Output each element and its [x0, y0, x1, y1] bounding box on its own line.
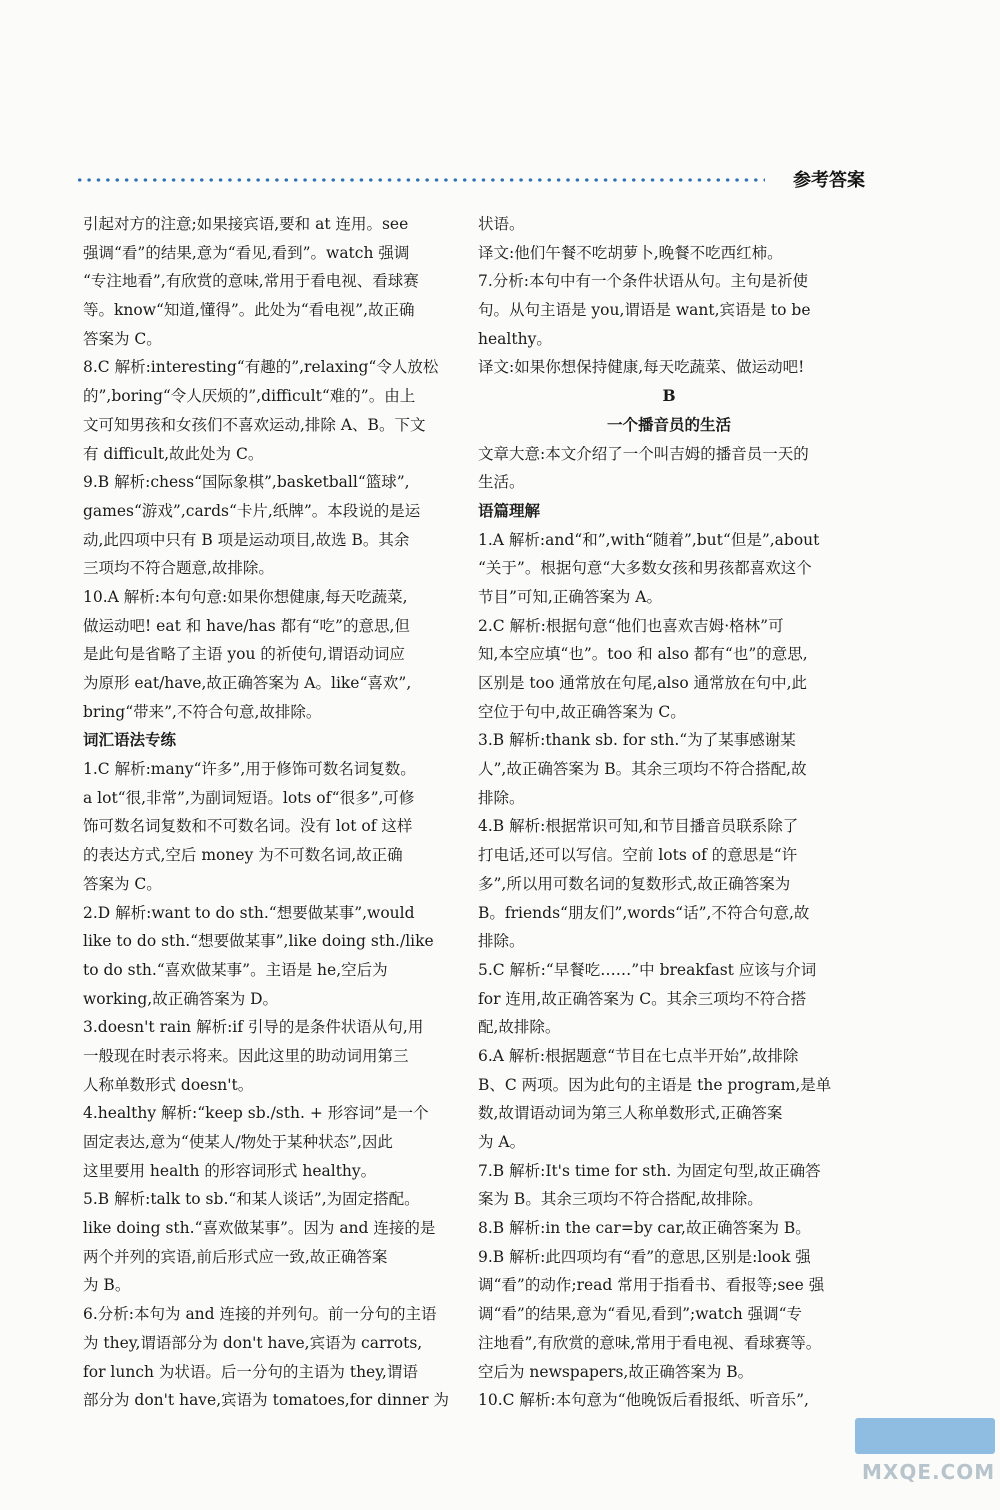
text-line: 空后为 newspapers,故正确答案为 B。 — [478, 1362, 754, 1381]
text-line: B。friends“朋友们”,words“话”,不符合句意,故 — [478, 903, 810, 922]
text-line: 数,故谓语动词为第三人称单数形式,正确答案 — [478, 1104, 783, 1123]
text-line: 调“看”的动作;read 常用于指看书、看报等;see 强 — [478, 1276, 825, 1295]
text-line: 8.C 解析:interesting“有趣的”,relaxing“令人放松 — [83, 358, 439, 377]
text-line: a lot“很,非常”,为副词短语。lots of“很多”,可修 — [83, 788, 415, 807]
text-line: 7.B 解析:It's time for sth. 为固定句型,故正确答 — [478, 1161, 821, 1180]
corner-stamp — [855, 1418, 995, 1454]
text-line: 状语。 — [478, 215, 525, 233]
text-line: 做运动吧! eat 和 have/has 都有“吃”的意思,但 — [83, 616, 410, 635]
text-line: 有 difficult,故此处为 C。 — [83, 444, 264, 463]
text-line: 3.B 解析:thank sb. for sth.“为了某事感谢某 — [478, 731, 796, 750]
text-line: 知,本空应填“也”。too 和 also 都有“也”的意思, — [478, 645, 808, 664]
text-line: 文可知男孩和女孩们不喜欢运动,排除 A、B。下文 — [83, 415, 426, 434]
text-line: 6.A 解析:根据题意“节目在七点半开始”,故排除 — [478, 1046, 799, 1065]
dotted-rule — [75, 178, 765, 182]
text-line: 10.C 解析:本句意为“他晚饭后看报纸、听音乐”, — [478, 1391, 809, 1410]
text-line: like to do sth.“想要做某事”,like doing sth./like — [83, 932, 434, 951]
text-line: 4.healthy 解析:“keep sb./sth. + 形容词”是一个 — [83, 1104, 429, 1123]
text-line: “专注地看”,有欣赏的意味,常用于看电视、看球赛 — [83, 272, 419, 291]
text-line: 多”,所以用可数名词的复数形式,故正确答案为 — [478, 874, 791, 893]
text-line: 6.分析:本句为 and 连接的并列句。前一分句的主语 — [83, 1305, 437, 1324]
text-line: 两个并列的宾语,前后形式应一致,故正确答案 — [83, 1247, 388, 1266]
text-line: 译文:他们午餐不吃胡萝卜,晚餐不吃西红柿。 — [478, 243, 783, 262]
text-line: 为 they,谓语部分为 don't have,宾语为 carrots, — [83, 1333, 423, 1352]
text-line: 强调“看”的结果,意为“看见,看到”。watch 强调 — [83, 243, 410, 262]
text-line: 等。know“知道,懂得”。此处为“看电视”,故正确 — [83, 301, 415, 320]
text-line: 1.A 解析:and“和”,with“随着”,but“但是”,about — [478, 530, 820, 549]
text-line: 配,故排除。 — [478, 1018, 561, 1037]
text-line: 7.分析:本句中有一个条件状语从句。主句是祈使 — [478, 272, 809, 291]
text-line: 8.B 解析:in the car=by car,故正确答案为 B。 — [478, 1219, 811, 1238]
left-column — [83, 210, 455, 1415]
text-line: 三项均不符合题意,故排除。 — [83, 559, 274, 578]
text-line: 一个播音员的生活 — [606, 414, 731, 434]
text-line: 2.D 解析:want to do sth.“想要做某事”,would — [83, 903, 415, 922]
text-line: 饰可数名词复数和不可数名词。没有 lot of 这样 — [83, 817, 413, 836]
text-line: 区别是 too 通常放在句尾,also 通常放在句中,此 — [478, 674, 808, 692]
text-line: 引起对方的注意;如果接宾语,要和 at 连用。see — [83, 215, 409, 233]
text-line: 答案为 C。 — [83, 874, 162, 893]
text-line: 为 B。 — [83, 1276, 131, 1295]
text-line: 部分为 don't have,宾语为 tomatoes,for dinner 为 — [83, 1391, 449, 1410]
text-line: 人称单数形式 doesn't。 — [83, 1075, 254, 1094]
text-line: 案为 B。其余三项均不符合搭配,故排除。 — [478, 1190, 763, 1209]
text-line: B、C 两项。因为此句的主语是 the program,是单 — [478, 1075, 832, 1094]
text-line: 空位于句中,故正确答案为 C。 — [478, 702, 686, 721]
text-line: 句。从句主语是 you,谓语是 want,宾语是 to be — [478, 301, 811, 320]
header-title: 参考答案 — [793, 170, 865, 191]
text-line: games“游戏”,cards“卡片,纸牌”。本段说的是运 — [83, 501, 421, 520]
text-line: 是此句是省略了主语 you 的祈使句,谓语动词应 — [83, 645, 405, 664]
text-line: 节目”可知,正确答案为 A。 — [478, 587, 662, 606]
watermark: MXQE.COM — [862, 1460, 996, 1484]
text-line: 9.B 解析:此四项均有“看”的意思,区别是:look 强 — [478, 1247, 811, 1266]
text-line: 为 A。 — [478, 1133, 526, 1151]
text-line: 的”,boring“令人厌烦的”,difficult“难的”。由上 — [83, 387, 416, 406]
text-line: like doing sth.“喜欢做某事”。因为 and 连接的是 — [83, 1219, 436, 1238]
text-line: 5.C 解析:“早餐吃……”中 breakfast 应该与介词 — [478, 960, 817, 979]
text-line: 5.B 解析:talk to sb.“和某人谈话”,为固定搭配。 — [83, 1190, 420, 1209]
text-line: “关于”。根据句意“大多数女孩和男孩都喜欢这个 — [478, 559, 812, 578]
text-line: 4.B 解析:根据常识可知,和节目播音员联系除了 — [478, 817, 799, 836]
text-line: 10.A 解析:本句句意:如果你想健康,每天吃蔬菜, — [83, 587, 408, 606]
text-line: 排除。 — [478, 788, 525, 807]
text-line: to do sth.“喜欢做某事”。主语是 he,空后为 — [83, 960, 388, 979]
text-line: B — [662, 386, 676, 406]
text-line: 3.doesn't rain 解析:if 引导的是条件状语从句,用 — [83, 1018, 424, 1037]
text-line: for lunch 为状语。后一分句的主语为 they,谓语 — [83, 1362, 418, 1381]
text-line: 注地看”,有欣赏的意味,常用于看电视、看球赛等。 — [478, 1333, 822, 1352]
text-line: 词汇语法专练 — [83, 730, 177, 750]
text-line: 答案为 C。 — [83, 329, 162, 348]
text-line: for 连用,故正确答案为 C。其余三项均不符合搭 — [478, 989, 807, 1008]
text-line: bring“带来”,不符合句意,故排除。 — [83, 702, 322, 721]
text-line: 一般现在时表示将来。因此这里的助动词用第三 — [83, 1046, 409, 1065]
text-line: working,故正确答案为 D。 — [83, 989, 279, 1008]
text-line: 文章大意:本文介绍了一个叫吉姆的播音员一天的 — [478, 444, 809, 463]
text-line: 人”,故正确答案为 B。其余三项均不符合搭配,故 — [478, 760, 807, 779]
text-line: 2.C 解析:根据句意“他们也喜欢吉姆·格林”可 — [478, 616, 784, 635]
text-line: 这里要用 health 的形容词形式 healthy。 — [83, 1161, 377, 1180]
text-line: 9.B 解析:chess“国际象棋”,basketball“篮球”, — [83, 473, 410, 492]
text-line: 译文:如果你想保持健康,每天吃蔬菜、做运动吧! — [478, 358, 805, 377]
text-line: healthy。 — [478, 329, 552, 348]
text-line: 固定表达,意为“使某人/物处于某种状态”,因此 — [83, 1133, 393, 1151]
text-line: 调“看”的结果,意为“看见,看到”;watch 强调“专 — [478, 1305, 803, 1324]
text-line: 排除。 — [478, 932, 525, 951]
text-line: 1.C 解析:many“许多”,用于修饰可数名词复数。 — [83, 760, 416, 779]
text-line: 语篇理解 — [478, 500, 541, 520]
text-line: 为原形 eat/have,故正确答案为 A。like“喜欢”, — [83, 674, 412, 692]
text-line: 打电话,还可以写信。空前 lots of 的意思是“许 — [478, 846, 798, 865]
page-header — [75, 166, 865, 194]
text-line: 的表达方式,空后 money 为不可数名词,故正确 — [83, 846, 403, 865]
text-line: 动,此四项中只有 B 项是运动项目,故选 B。其余 — [83, 530, 410, 549]
right-column — [478, 210, 860, 1415]
text-line: 生活。 — [478, 473, 525, 492]
